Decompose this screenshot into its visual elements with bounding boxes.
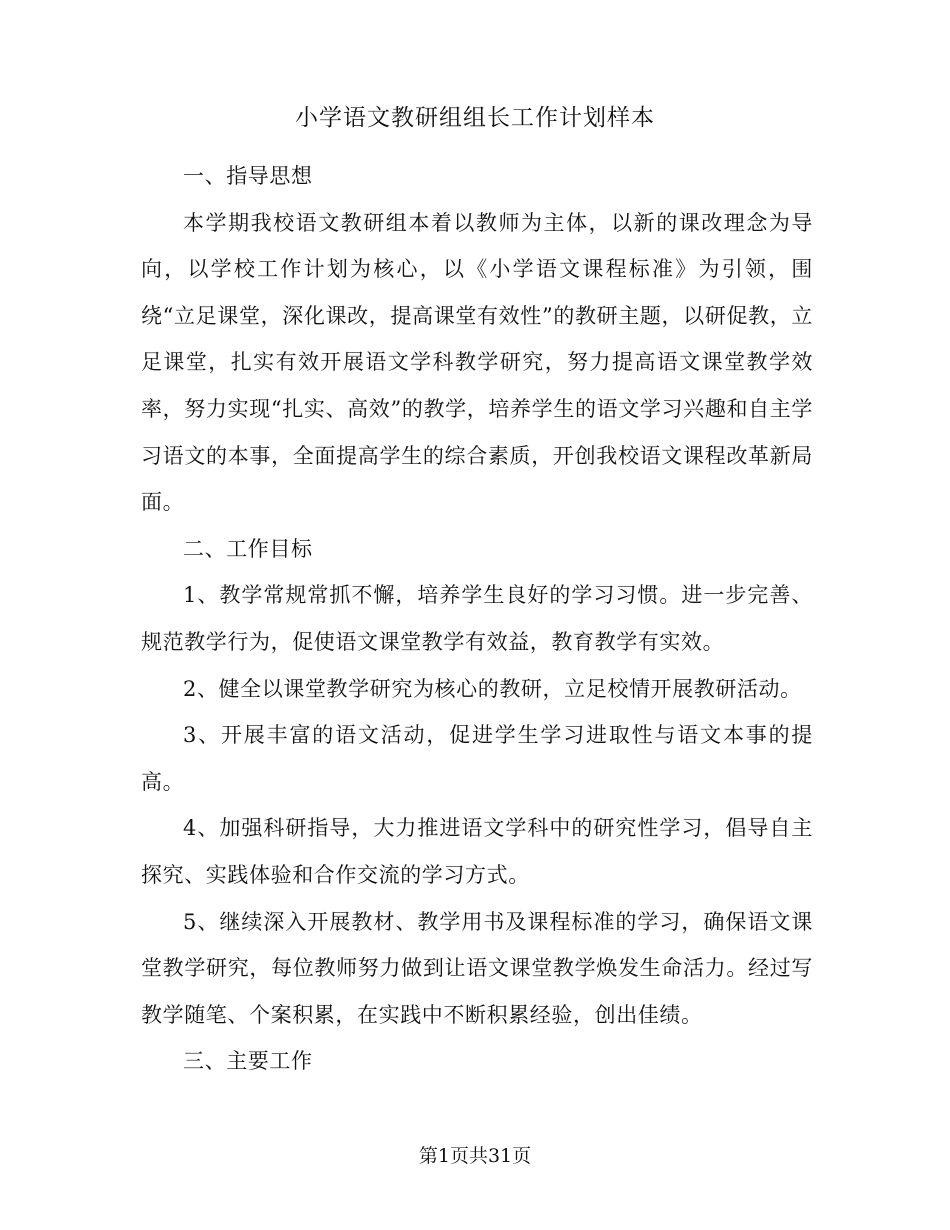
section-heading-main-work: 三、主要工作 (183, 1049, 313, 1074)
section-heading-work-goals: 二、工作目标 (183, 536, 313, 561)
page-number-footer: 第1页共31页 (418, 1145, 532, 1167)
paragraph-guiding-thought: 本学期我校语文教研组本着以教师为主体，以新的课改理念为导向，以学校工作计划为核心，以《小学语文课程标准》为引领，围绕“立足课堂，深化课改，提高课堂有效性”的教研主题，以研促教，立足课堂，扎实有效开展语文学科教学研究，努力提高语文课堂教学效率，努力实现“扎实、高效”的教学，培养学生的语文学习兴趣和自主学习语文的本事，全面提高学生的综合素质，开创我校语文课程改革新局面。 (141, 210, 813, 515)
document-body (141, 153, 813, 1085)
paragraph-goal-3: 3、开展丰富的语文活动，促进学生学习进取性与语文本事的提高。 (141, 723, 813, 794)
paragraph-goal-5: 5、继续深入开展教材、教学用书及课程标准的学习，确保语文课堂教学研究，每位教师努力做到让语文课堂教学焕发生命活力。经过写教学随笔、个案积累，在实践中不断积累经验，创出佳绩。 (141, 909, 813, 1027)
section-heading-guiding-thought: 一、指导思想 (183, 164, 313, 188)
paragraph-goal-4: 4、加强科研指导，大力推进语文学科中的研究性学习，倡导自主探究、实践体验和合作交流的学习方式。 (141, 816, 813, 887)
document-title: 小学语文教研组组长工作计划样本 (295, 105, 655, 131)
paragraph-goal-2: 2、健全以课堂教学研究为核心的教研，立足校情开展教研活动。 (183, 676, 802, 701)
paragraph-goal-1: 1、教学常规常抓不懈，培养学生良好的学习习惯。进一步完善、规范教学行为，促使语文课堂教学有效益，教育教学有实效。 (141, 583, 813, 654)
